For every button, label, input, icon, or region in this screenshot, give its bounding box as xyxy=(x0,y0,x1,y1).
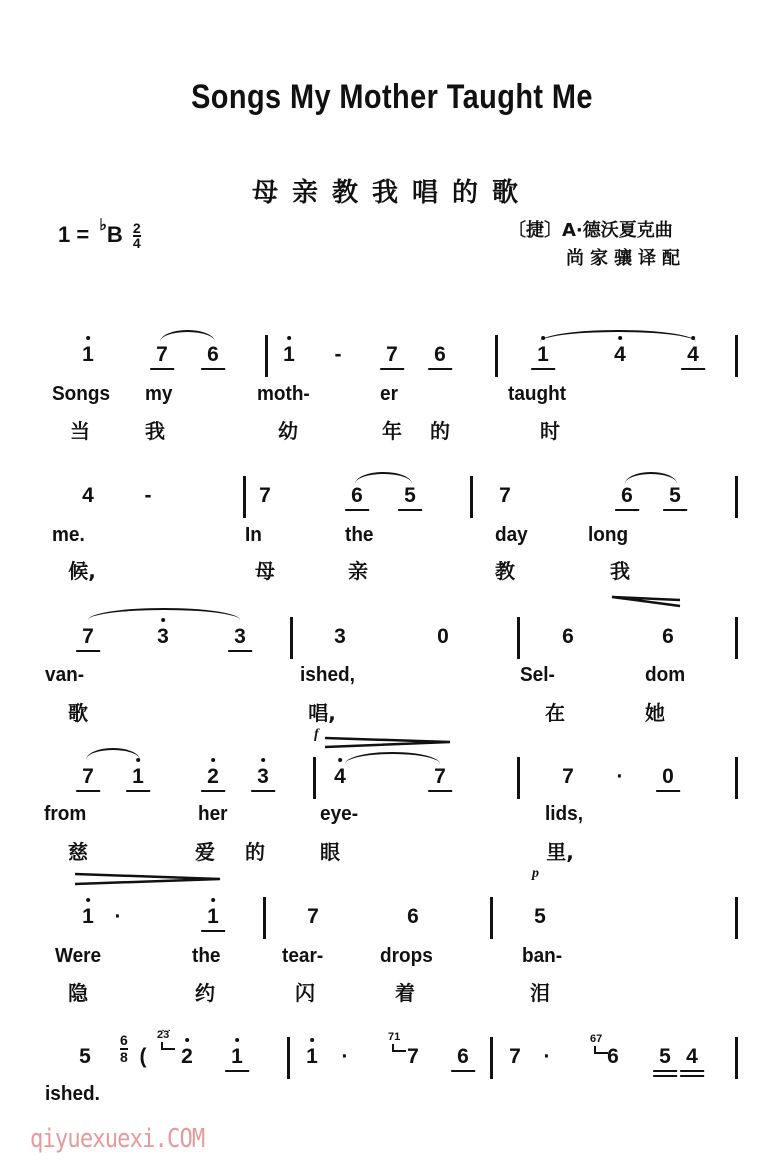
time-bottom: 8 xyxy=(120,1049,128,1065)
beam-underline xyxy=(451,1070,475,1072)
lyric-chinese: 幼 xyxy=(278,419,298,443)
beam-underline xyxy=(380,368,404,370)
grace-note: 71 xyxy=(388,1031,401,1043)
note xyxy=(662,765,674,789)
barline xyxy=(265,335,268,377)
slur xyxy=(540,330,696,342)
beam-underline xyxy=(76,790,100,792)
lyric-english: lids, xyxy=(545,803,584,825)
time-top: 2 xyxy=(132,220,141,237)
note-symbol: 7 xyxy=(259,484,271,507)
note xyxy=(79,1045,91,1069)
lyric-chinese: 约 xyxy=(195,981,215,1005)
note-symbol: 3 xyxy=(234,625,246,648)
note-symbol: 5 xyxy=(404,484,416,507)
arranger-credit: 尚家骧译配 xyxy=(566,248,686,269)
chinese-title: 母亲教我唱的歌 xyxy=(251,178,532,208)
note xyxy=(207,343,219,367)
high-octave-dot xyxy=(338,758,342,762)
note xyxy=(234,625,246,649)
note xyxy=(334,625,346,649)
lyric-english: Songs xyxy=(52,383,111,405)
note xyxy=(669,484,681,508)
note xyxy=(156,343,168,367)
composer-credit: 〔捷〕A·德沃夏克曲 xyxy=(508,220,673,241)
note xyxy=(82,343,94,367)
lyric-chinese: 歌 xyxy=(68,701,88,725)
note xyxy=(231,1045,243,1069)
lyric-chinese: 唱, xyxy=(308,701,336,725)
slur xyxy=(88,608,240,620)
note xyxy=(82,484,94,508)
grace-note: 67 xyxy=(590,1033,603,1045)
lyric-english: Sel- xyxy=(520,664,555,686)
note-symbol: 6 xyxy=(607,1045,619,1068)
crescendo-hairpin xyxy=(612,597,680,606)
note xyxy=(132,765,144,789)
note xyxy=(434,343,446,367)
note-symbol: 6 xyxy=(562,625,574,648)
beam-underline xyxy=(251,790,275,792)
note xyxy=(437,625,449,649)
lyric-english: me. xyxy=(52,524,85,546)
lyric-english: drops xyxy=(380,945,433,967)
beam-underline xyxy=(680,1070,704,1072)
note-symbol: ( xyxy=(139,1045,147,1068)
note-symbol: · xyxy=(114,905,122,928)
lyric-english: day xyxy=(495,524,528,546)
note-symbol: 5 xyxy=(669,484,681,507)
lyric-chinese: 眼 xyxy=(320,840,340,864)
barline xyxy=(263,897,266,939)
note xyxy=(662,625,674,649)
lyric-english: ished. xyxy=(45,1083,100,1105)
decrescendo-hairpin xyxy=(325,738,450,747)
lyric-english: ban- xyxy=(522,945,563,967)
barline xyxy=(313,757,316,799)
barline xyxy=(517,617,520,659)
lyric-chinese: 母 xyxy=(255,559,275,583)
note-symbol: 7 xyxy=(499,484,511,507)
lyric-english: her xyxy=(198,803,228,825)
barline xyxy=(490,897,493,939)
beam-underline xyxy=(615,509,639,511)
beam-underline xyxy=(201,930,225,932)
note-symbol: 6 xyxy=(662,625,674,648)
note xyxy=(499,484,511,508)
high-octave-dot xyxy=(86,336,90,340)
lyric-chinese: 当 xyxy=(70,419,90,443)
beam-underline xyxy=(398,509,422,511)
note-symbol: 1 xyxy=(207,905,219,928)
note-symbol: 7 xyxy=(307,905,319,928)
slur xyxy=(625,472,677,484)
high-octave-dot xyxy=(287,336,291,340)
lyric-english: dom xyxy=(645,664,686,686)
lyric-chinese: 泪 xyxy=(530,981,550,1005)
note-symbol: 0 xyxy=(437,625,449,648)
lyric-english: taught xyxy=(508,383,567,405)
note-symbol: 1 xyxy=(132,765,144,788)
beam-underline xyxy=(681,368,705,370)
note xyxy=(509,1045,521,1069)
note xyxy=(334,765,346,789)
note xyxy=(207,905,219,929)
barline xyxy=(735,335,738,377)
barline xyxy=(735,1037,738,1079)
lyric-chinese: 教 xyxy=(495,559,515,583)
song-title: Songs My Mother Taught Me xyxy=(191,78,593,116)
lyric-chinese: 候, xyxy=(68,559,96,583)
note xyxy=(404,484,416,508)
beam-underline xyxy=(531,368,555,370)
beam-underline xyxy=(653,1070,677,1072)
note-symbol: 2 xyxy=(207,765,219,788)
beam-underline xyxy=(201,368,225,370)
note xyxy=(181,1045,193,1069)
note xyxy=(342,1045,349,1069)
note xyxy=(537,343,549,367)
lyric-english: tear- xyxy=(282,945,324,967)
barline xyxy=(735,476,738,518)
note xyxy=(687,343,699,367)
time-signature xyxy=(133,222,141,250)
note xyxy=(307,905,319,929)
lyric-english: the xyxy=(192,945,221,967)
note-symbol: 1 xyxy=(537,343,549,366)
dynamic-mark: p xyxy=(532,866,539,881)
note-symbol: 7 xyxy=(562,765,574,788)
note-symbol: 6 xyxy=(407,905,419,928)
lyric-chinese: 的 xyxy=(430,419,450,443)
slur xyxy=(355,472,412,484)
lyric-english: long xyxy=(588,524,629,546)
lyric-chinese: 她 xyxy=(645,701,665,725)
high-octave-dot xyxy=(235,1038,239,1042)
note xyxy=(257,765,269,789)
note xyxy=(534,905,546,929)
note-symbol: 1 xyxy=(82,343,94,366)
barline xyxy=(735,897,738,939)
high-octave-dot xyxy=(310,1038,314,1042)
note-symbol: 1 xyxy=(82,905,94,928)
high-octave-dot xyxy=(211,758,215,762)
lyric-chinese: 我 xyxy=(145,419,165,443)
lyric-english: Were xyxy=(55,945,102,967)
note xyxy=(607,1045,619,1069)
barline xyxy=(735,617,738,659)
note-symbol: · xyxy=(341,1045,349,1068)
note-symbol: 5 xyxy=(79,1045,91,1068)
note-symbol: 7 xyxy=(156,343,168,366)
note xyxy=(351,484,363,508)
slur xyxy=(345,752,440,764)
dynamic-mark: f xyxy=(314,727,319,742)
key-equals: = xyxy=(76,222,90,247)
slur xyxy=(160,330,215,342)
note xyxy=(407,1045,419,1069)
lyric-chinese: 的 xyxy=(245,840,265,864)
time-top: 6 xyxy=(120,1032,128,1048)
high-octave-dot xyxy=(86,898,90,902)
time-change xyxy=(120,1033,128,1065)
beam-underline xyxy=(680,1075,704,1077)
lyric-chinese: 亲 xyxy=(348,559,368,583)
lyric-chinese: 里, xyxy=(546,840,574,864)
note xyxy=(335,343,342,367)
decrescendo-hairpin xyxy=(75,874,220,884)
note-symbol: 7 xyxy=(434,765,446,788)
high-octave-dot xyxy=(211,898,215,902)
lyric-chinese: 年 xyxy=(382,419,402,443)
lyric-english: eye- xyxy=(320,803,359,825)
note xyxy=(686,1045,698,1069)
lyric-english: ished, xyxy=(300,664,355,686)
lyric-chinese: 隐 xyxy=(68,981,88,1005)
beam-underline xyxy=(345,509,369,511)
note-symbol: · xyxy=(616,765,624,788)
key-tonic: 1 xyxy=(58,222,71,247)
lyric-chinese: 我 xyxy=(610,559,630,583)
lyric-english: er xyxy=(380,383,398,405)
note-symbol: 1 xyxy=(231,1045,243,1068)
grace-hook xyxy=(594,1046,608,1054)
note xyxy=(386,343,398,367)
note-symbol: 6 xyxy=(457,1045,469,1068)
note xyxy=(614,343,626,367)
note xyxy=(207,765,219,789)
beam-underline xyxy=(428,790,452,792)
beam-underline xyxy=(225,1070,249,1072)
note xyxy=(82,625,94,649)
barline xyxy=(243,476,246,518)
note-symbol: 4 xyxy=(687,343,699,366)
lyric-english: moth- xyxy=(257,383,310,405)
note-symbol: 7 xyxy=(386,343,398,366)
note-symbol: 1 xyxy=(283,343,295,366)
barline xyxy=(495,335,498,377)
key-signature xyxy=(58,217,141,252)
barline xyxy=(517,757,520,799)
note xyxy=(407,905,419,929)
note xyxy=(617,765,624,789)
lyric-english: from xyxy=(44,803,87,825)
note xyxy=(140,1045,147,1069)
lyric-chinese: 爱 xyxy=(195,840,215,864)
note-symbol: 6 xyxy=(207,343,219,366)
lyric-chinese: 闪 xyxy=(295,981,315,1005)
note xyxy=(115,905,122,929)
lyric-english: my xyxy=(145,383,173,405)
note xyxy=(283,343,295,367)
note-symbol: 7 xyxy=(82,625,94,648)
note xyxy=(82,905,94,929)
note xyxy=(562,765,574,789)
beam-underline xyxy=(663,509,687,511)
lyric-chinese: 时 xyxy=(540,419,560,443)
note xyxy=(544,1045,551,1069)
lyric-english: the xyxy=(345,524,374,546)
barline xyxy=(470,476,473,518)
note-symbol: 5 xyxy=(659,1045,671,1068)
high-octave-dot xyxy=(261,758,265,762)
note-symbol: 6 xyxy=(351,484,363,507)
beam-underline xyxy=(76,650,100,652)
grace-hook xyxy=(392,1044,406,1052)
slur xyxy=(86,748,140,760)
note xyxy=(457,1045,469,1069)
flat-icon: ♭ xyxy=(99,217,107,234)
note-symbol: - xyxy=(334,343,342,366)
watermark: qiyuexuexi.COM xyxy=(30,1124,205,1154)
note-symbol: 4 xyxy=(82,484,94,507)
note-symbol: 6 xyxy=(621,484,633,507)
note-symbol: 0 xyxy=(662,765,674,788)
note-symbol: 4 xyxy=(686,1045,698,1068)
note xyxy=(145,484,152,508)
grace-note: 2̇3̇ xyxy=(157,1029,170,1041)
note-symbol: 2 xyxy=(181,1045,193,1068)
note-symbol: · xyxy=(543,1045,551,1068)
note-symbol: 3 xyxy=(257,765,269,788)
note xyxy=(259,484,271,508)
barline xyxy=(735,757,738,799)
note xyxy=(157,625,169,649)
note xyxy=(306,1045,318,1069)
note-symbol: 4 xyxy=(334,765,346,788)
barline xyxy=(287,1037,290,1079)
beam-underline xyxy=(201,790,225,792)
key-note: B xyxy=(106,222,123,247)
lyric-english: In xyxy=(245,524,262,546)
note-symbol: 5 xyxy=(534,905,546,928)
lyric-chinese: 着 xyxy=(395,981,415,1005)
note-symbol: 1 xyxy=(306,1045,318,1068)
note-symbol: 3 xyxy=(334,625,346,648)
lyric-english: van- xyxy=(45,664,85,686)
note xyxy=(562,625,574,649)
note-symbol: - xyxy=(144,484,152,507)
beam-underline xyxy=(150,368,174,370)
note-symbol: 6 xyxy=(434,343,446,366)
note xyxy=(434,765,446,789)
note xyxy=(82,765,94,789)
beam-underline xyxy=(428,368,452,370)
note-symbol: 7 xyxy=(407,1045,419,1068)
beam-underline xyxy=(126,790,150,792)
note-symbol: 7 xyxy=(82,765,94,788)
note-symbol: 7 xyxy=(509,1045,521,1068)
beam-underline xyxy=(228,650,252,652)
note-symbol: 3 xyxy=(157,625,169,648)
beam-underline xyxy=(653,1075,677,1077)
lyric-chinese: 慈 xyxy=(68,840,88,864)
high-octave-dot xyxy=(185,1038,189,1042)
barline xyxy=(290,617,293,659)
grace-hook xyxy=(161,1042,175,1050)
time-bottom: 4 xyxy=(132,235,141,252)
barline xyxy=(490,1037,493,1079)
note xyxy=(621,484,633,508)
beam-underline xyxy=(656,790,680,792)
note xyxy=(659,1045,671,1069)
lyric-chinese: 在 xyxy=(545,701,565,725)
note-symbol: 4 xyxy=(614,343,626,366)
